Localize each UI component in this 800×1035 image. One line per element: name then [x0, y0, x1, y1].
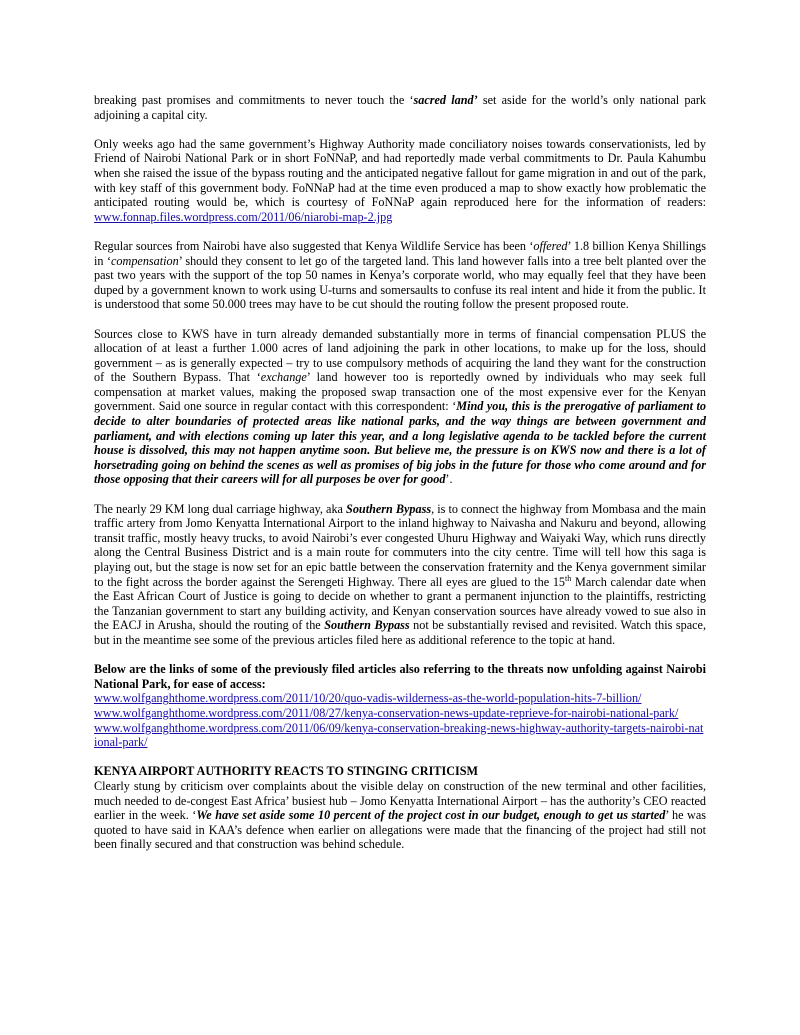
paragraph-southern-bypass: The nearly 29 KM long dual carriage highway, aka Southern Bypass, is to connect the highway from Mombasa and the main traffic artery from Jomo Kenyatta International Airport to the inland highway to Naivasha and Nakuru and beyond, allowing transit traffic, mostly heavy trucks, to avoid Nairobi’s ever congested Uhuru Highway and Waiyaki Way, which runs directly along the Central Business District and is a main route for commuters into the city centre. Time will tell how this saga is playing out, but the stage is now set for an epic battle between the conservation fraternity and the Kenya government similar to the fight across the border against the Serengeti Highway. There all eyes are glued to the 15th March calendar date when the East African Court of Justice is going to decide on whether to grant a permanent injunction to the plaintiffs, restricting the Tanzanian government to start any building activity, and Kenyan conservation sources have already vowed to sue also in the EACJ in Arusha, should the routing of the Southern Bypass not be substantially revised and revisited. Watch this space, but in the meantime see some of the previous articles filed here as additional reference to the topic at hand.: [94, 501, 706, 647]
emphasis-offered: offered: [533, 238, 568, 253]
links-intro: Below are the links of some of the previously filed articles also referring to the threats now unfolding against Nairobi National Park, for ease of access:: [94, 662, 706, 691]
fonnap-map-link[interactable]: www.fonnap.files.wordpress.com/2011/06/niarobi-map-2.jpg: [94, 209, 393, 224]
paragraph-kws-demands: Sources close to KWS have in turn already demanded substantially more in terms of financial compensation PLUS the allocation of at least a further 1.000 acres of land adjoining the park in other locations, to make up for the loss, should government – as is generally expected – try to use compulsory methods of acquiring the land they want for the construction of the Southern Bypass. That ‘exchange’ land however too is reportedly owned by individuals who may seek full compensation at market values, making the proposed swap transaction one of the most expensive ever for the Kenyan government. Said one source in regular contact with this correspondent: ‘Mind you, this is the prerogative of parliament to decide to alter boundaries of protected areas like national parks, and the way things are between government and parliament, and with elections coming up later this year, and a long legislative agenda to be tackled before the current house is dissolved, this may not happen anytime soon. But believe me, the pressure is on KWS now and there is a lot of horsetrading going on behind the scenes as well as promises of big jobs in the future for those who come around and for those opposing that their careers will for all purposes be over for good’.: [94, 326, 706, 487]
article-links: [94, 691, 706, 749]
emphasis-exchange: exchange: [260, 370, 307, 385]
emphasis-southern-bypass: Southern Bypass: [346, 501, 432, 516]
emphasis-sacred-land: sacred land’: [413, 93, 478, 107]
paragraph-sacred-land: breaking past promises and commitments to never touch the ‘sacred land’ set aside for the world’s only national park adjoining a capital city.: [94, 93, 707, 122]
paragraph-fonnap: Only weeks ago had the same government’s Highway Authority made conciliatory noises towards conservationists, led by Friend of Nairobi National Park or in short FoNNaP, and had reportedly made verbal commitments to Dr. Paula Kahumbu when she raised the issue of the bypass routing and the anticipated negative fallout for game migration in and out of the park, with key staff of this government body. FoNNaP had at the time even produced a map to show exactly how problematic the anticipated routing would be, which is courtesy of FoNNaP again reproduced here for the information of readers: www.fonnap.files.wordpress.com/2011/06/niarobi-map-2.jpg: [94, 136, 706, 224]
ceo-quote: We have set aside some 10 percent of the project cost in our budget, enough to get us started: [196, 808, 666, 823]
section-heading-airport: KENYA AIRPORT AUTHORITY REACTS TO STINGING CRITICISM: [94, 764, 479, 779]
document-page: [94, 93, 706, 866]
emphasis-compensation: compensation: [111, 253, 179, 268]
paragraph-compensation: Regular sources from Nairobi have also suggested that Kenya Wildlife Service has been ‘offered’ 1.8 billion Kenya Shillings in ‘compensation’ should they consent to let go of the targeted land. This land however falls into a tree belt planted over the past two years with the support of the top 50 names in Kenya’s corporate world, who may equally feel that they have been duped by a government known to work using U-turns and somersaults to confuse its real intent and hide it from the public. It is understood that some 50.000 trees may have to be cut should the routing follow the present proposed route.: [94, 238, 707, 312]
emphasis-southern-bypass-2: Southern Bypass: [324, 618, 410, 633]
paragraph-airport: Clearly stung by criticism over complaints about the visible delay on construction of the new terminal and other facilities, much needed to de-congest East Africa’ busiest hub – Jomo Kenyatta International Airport – has the authority’s CEO reacted earlier in the week. ‘We have set aside some 10 percent of the project cost in our budget, enough to get us started’ he was quoted to have said in KAA’s defence when earlier on allegations were made that the financing of the project had still not been finally secured and that construction was behind schedule.: [94, 778, 706, 852]
article-link[interactable]: www.wolfganghthome.wordpress.com/2011/08/27/kenya-conservation-news-update-reprieve-for-nairobi-national-park/: [94, 705, 679, 720]
source-quote: Mind you, this is the prerogative of parliament to decide to alter boundaries of protected areas like national parks, and the way things are between government and parliament, and with elections coming up later this year, and a long legislative agenda to be tackled before the current house is dissolved, this may not happen anytime soon. But believe me, the pressure is on KWS now and there is a lot of horsetrading going on behind the scenes as well as promises of big jobs in the future for those who come around and for those opposing that their careers will for all purposes be over for good: [94, 399, 706, 487]
article-link[interactable]: www.wolfganghthome.wordpress.com/2011/06/09/kenya-conservation-breaking-news-highway-authority-targets-nairobi-national-park/: [94, 720, 704, 750]
article-link[interactable]: www.wolfganghthome.wordpress.com/2011/10/20/quo-vadis-wilderness-as-the-world-population-hits-7-billion/: [94, 691, 642, 706]
